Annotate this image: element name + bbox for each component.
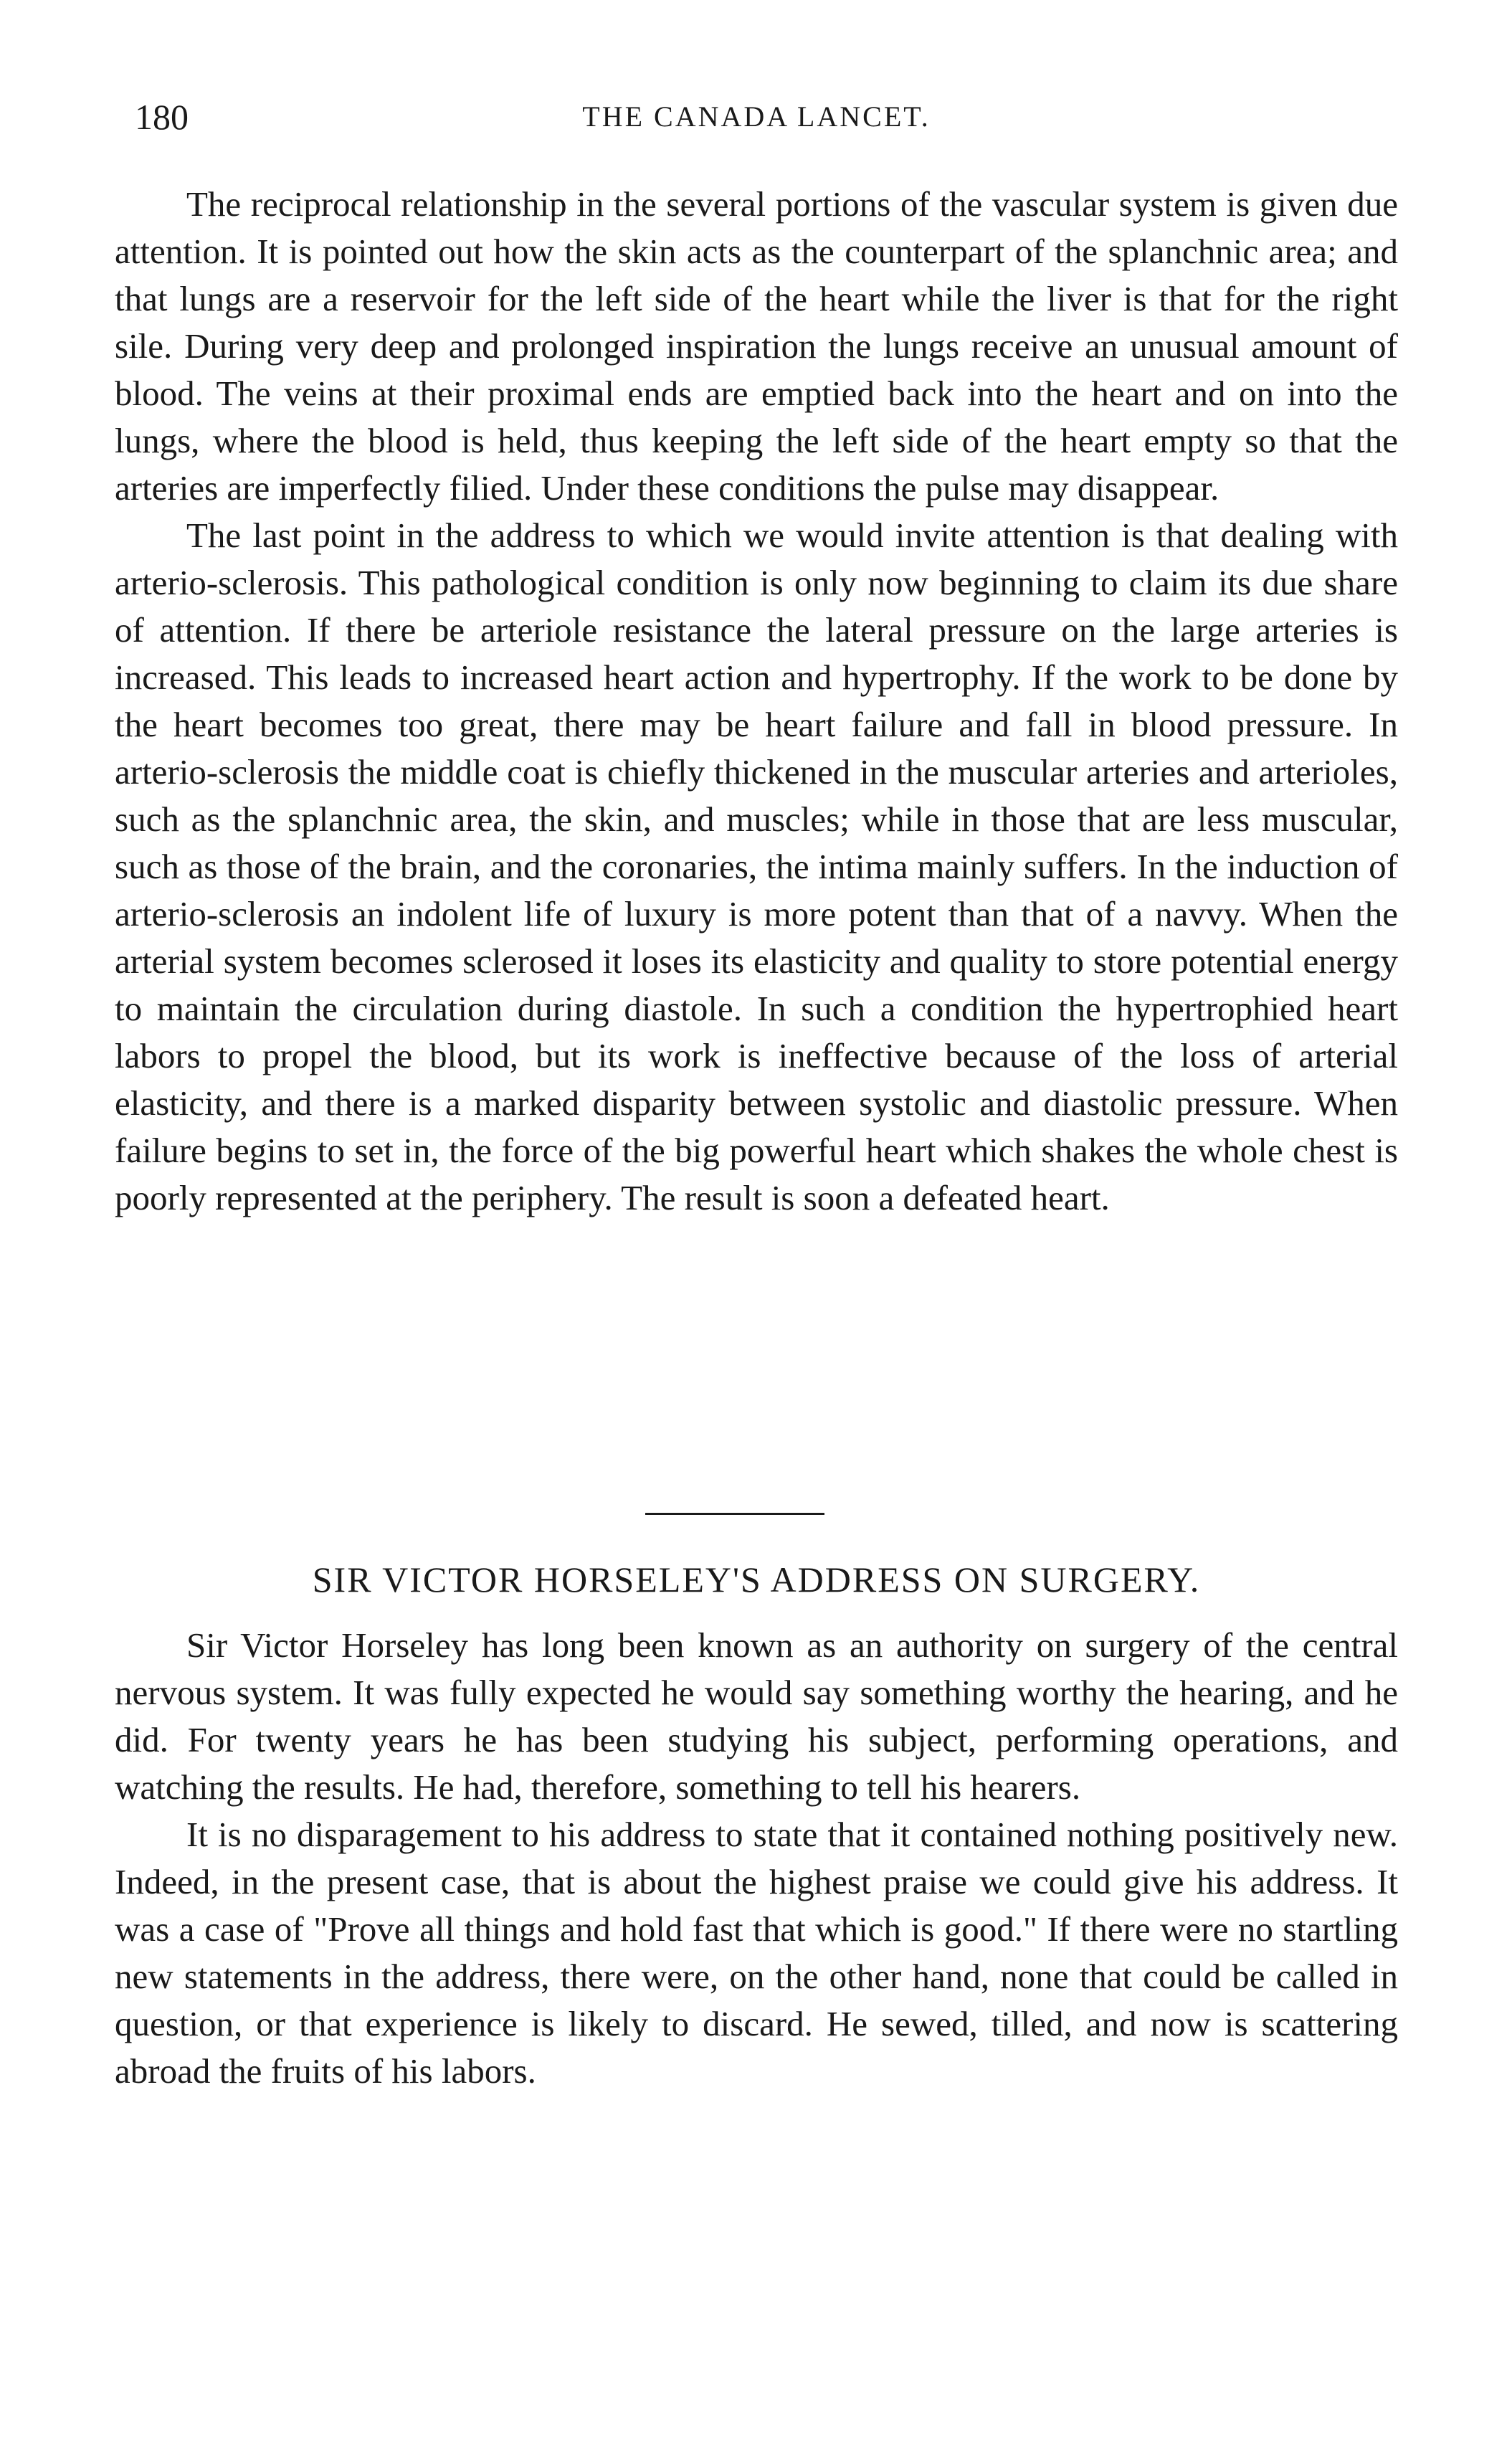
section-divider bbox=[645, 1513, 824, 1515]
paragraph: The reciprocal relationship in the several portions of the vascular system is given due attention. It is pointed out how the skin acts as the counterpart of the splanchnic area; and that lungs are a reservoir for the left side of the heart while the liver is that for the right sile. During very deep and prolonged inspiration the lungs receive an unusual amount of blood. The veins at their proximal ends are emptied back into the heart and on into the lungs, where the blood is held, thus keeping the left side of the heart empty so that the arteries are imperfectly filied. Under these conditions the pulse may disappear. bbox=[115, 184, 1398, 508]
page-header bbox=[115, 92, 1398, 142]
page-number: 180 bbox=[135, 97, 189, 137]
running-title: THE CANADA LANCET. bbox=[582, 100, 931, 133]
article-body-surgery bbox=[115, 1622, 1398, 2095]
paragraph: Sir Victor Horseley has long been known as an authority on surgery of the central nervous system. It was fully expected he would say something worthy the hearing, and he did. For twenty years he has been studying his subject, performing operations, and watching the results. He had, therefore, something to tell his hearers. bbox=[115, 1625, 1398, 1807]
article-body-cardiovascular bbox=[115, 181, 1398, 1222]
section-title: SIR VICTOR HORSELEY'S ADDRESS ON SURGERY. bbox=[312, 1559, 1201, 1600]
paragraph: It is no disparagement to his address to state that it contained nothing positively new. Indeed, in the present case, that is about the highest praise we could give his address. It was a case of "Prove all things and hold fast that which is good." If there were no startling new statements in the address, there were, on the other hand, none that could be called in question, or that experience is likely to discard. He sewed, tilled, and now is scattering abroad the fruits of his labors. bbox=[115, 1815, 1398, 2091]
paragraph: The last point in the address to which we would invite attention is that dealing with arterio-sclerosis. This pathological condition is only now beginning to claim its due share of attention. If there be arteriole resistance the lateral pressure on the large arteries is increased. This leads to increased heart action and hypertrophy. If the work to be done by the heart becomes too great, there may be heart failure and fall in blood pressure. In arterio-sclerosis the middle coat is chiefly thickened in the muscular arteries and arterioles, such as the splanchnic area, the skin, and muscles; while in those that are less muscular, such as those of the brain, and the coronaries, the intima mainly suffers. In the induction of arterio-sclerosis an indolent life of luxury is more potent than that of a navvy. When the arterial system becomes sclerosed it loses its elasticity and quality to store potential energy to maintain the circulation during diastole. In such a condition the hypertrophied heart labors to propel the blood, but its work is ineffective because of the loss of arterial elasticity, and there is a marked disparity between systolic and diastolic pressure. When failure begins to set in, the force of the big powerful heart which shakes the whole chest is poorly represented at the periphery. The result is soon a defeated heart. bbox=[115, 516, 1398, 1217]
